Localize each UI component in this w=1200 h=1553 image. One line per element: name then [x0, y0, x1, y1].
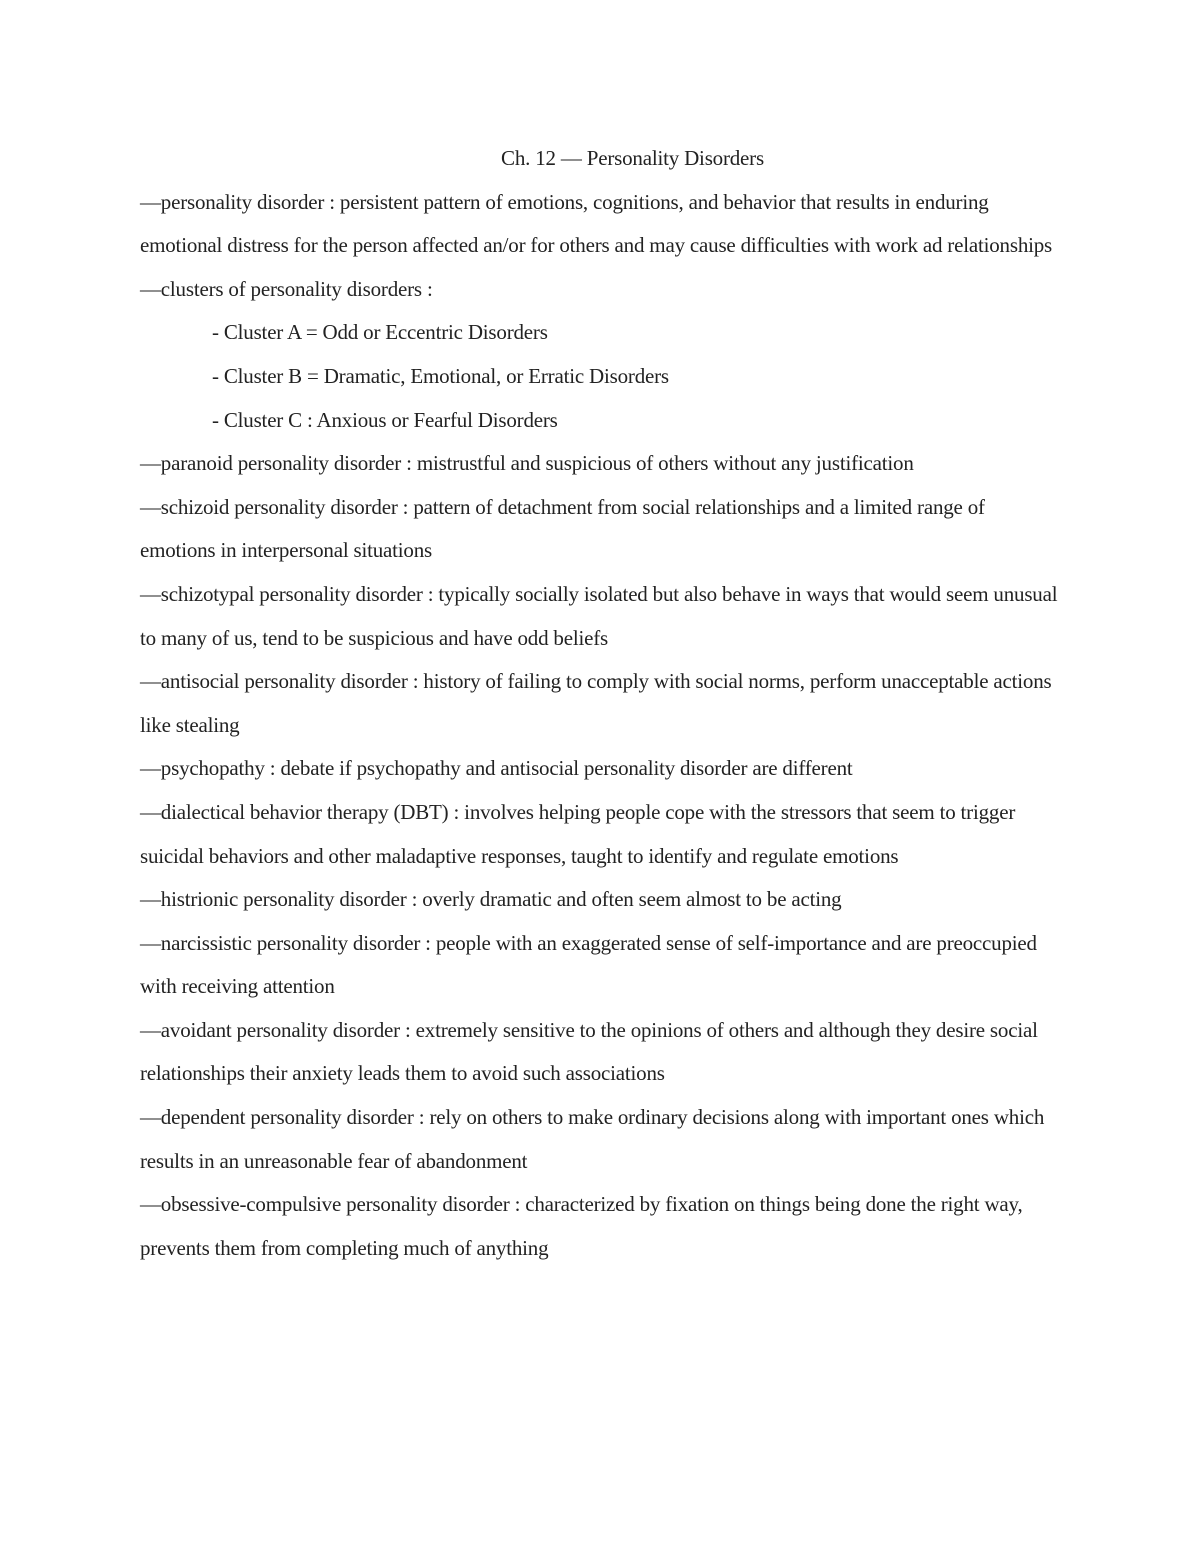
entry-dbt: —dialectical behavior therapy (DBT) : involves helping people cope with the stressors that seem to trigger suicidal behaviors and other maladaptive responses, taught to identify and regulate emotions: [140, 799, 1016, 868]
entry-avoidant: —avoidant personality disorder : extremely sensitive to the opinions of others and although they desire social relationships their anxiety leads them to avoid such associations: [140, 1017, 1038, 1086]
entry-dependent: —dependent personality disorder : rely on others to make ordinary decisions along with important ones which results in an unreasonable fear of abandonment: [140, 1105, 1045, 1173]
entry-histrionic: —histrionic personality disorder : overly dramatic and often seem almost to be acting: [140, 887, 842, 912]
entry-clusters: —clusters of personality disorders :: [140, 276, 433, 301]
entry-obsessive-compulsive: —obsessive-compulsive personality disorder : characterized by fixation on things being done the right way, prevents them from completing much of anything: [140, 1192, 1023, 1260]
page-title: Ch. 12 — Personality Disorders: [501, 146, 764, 170]
cluster-a-item: - Cluster A = Odd or Eccentric Disorders: [212, 320, 548, 345]
entry-antisocial: —antisocial personality disorder : history of failing to comply with social norms, perform unacceptable actions like stealing: [140, 669, 1052, 737]
entry-paranoid: —paranoid personality disorder : mistrustful and suspicious of others without any justification: [140, 451, 914, 476]
entry-psychopathy: —psychopathy : debate if psychopathy and antisocial personality disorder are different: [140, 756, 853, 781]
document-body: [140, 137, 1065, 1270]
entry-personality-disorder: —personality disorder : persistent pattern of emotions, cognitions, and behavior that results in enduring emotional distress for the person affected an/or for others and may cause difficulties with work ad relationships: [140, 189, 1053, 258]
entry-narcissistic: —narcissistic personality disorder : people with an exaggerated sense of self-importance and are preoccupied with receiving attention: [140, 930, 1037, 999]
cluster-list: [140, 311, 1065, 442]
cluster-b-item: - Cluster B = Dramatic, Emotional, or Erratic Disorders: [212, 363, 669, 388]
entry-schizotypal: —schizotypal personality disorder : typically socially isolated but also behave in ways that would seem unusual to many of us, tend to be suspicious and have odd beliefs: [140, 581, 1058, 650]
entry-schizoid: —schizoid personality disorder : pattern of detachment from social relationships and a limited range of emotions in interpersonal situations: [140, 494, 985, 563]
cluster-c-item: - Cluster C : Anxious or Fearful Disorders: [212, 407, 558, 432]
